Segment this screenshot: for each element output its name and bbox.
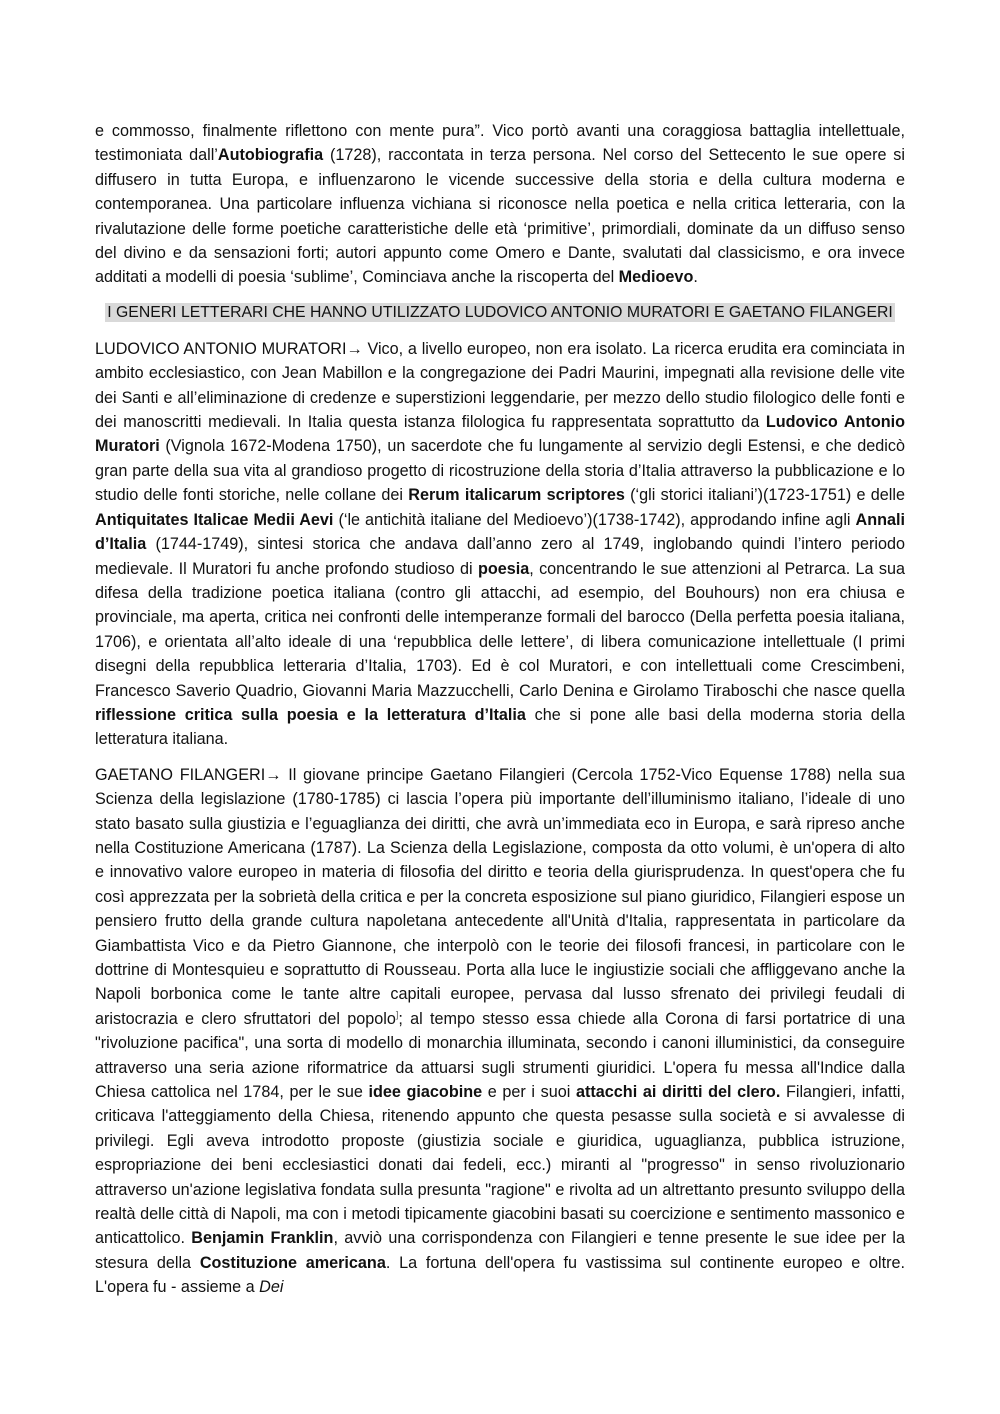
paragraph-muratori bbox=[95, 337, 905, 752]
text-run: , avviò una corrispondenza con Filangieri e tenne presente le sue idee per la stesura della bbox=[95, 1229, 905, 1272]
text-run: LUDOVICO ANTONIO MURATORI→ Vico, a livello europeo, non era isolato. La ricerca erudita era cominciata in ambito ecclesiastico, con Jean Mabillon e la congregazione dei Padri Maurini, impegnati alla revisione delle vite dei Santi e all’eliminazione di credenze e superstizioni leggendarie, per mezzo dello studio filologico delle fonti e dei manoscritti medievali. In Italia questa istanza filologica fu rappresentata soprattutto da bbox=[95, 339, 905, 432]
text-run: Filangieri, infatti, criticava l'atteggiamento della Chiesa, ritenendo appunto che questa pesasse sulla società e si avvalesse di privilegi. Egli aveva introdotto proposte (giustizia sociale e giuridica, uguaglianza, pubblica istruzione, espropriazione dei beni ecclesiastici donati dai fedeli, ecc.) miranti al "progresso" in senso rivoluzionario attraverso un'azione legislativa fondata sulla presunta "ragione" e rivolta ad un altrettanto presunto sviluppo della realtà delle città di Napoli, ma con i metodi tipicamente giacobini basati su coercizione e sentimento massonico e anticattolico. bbox=[95, 1083, 905, 1248]
section-heading-wrap bbox=[95, 301, 905, 325]
text-run: (1744-1749), sintesi storica che andava dall’anno zero al 1749, inglobando quindi l’intero periodo medievale. Il Muratori fu anche profondo studioso di bbox=[95, 535, 905, 578]
bold-term: attacchi ai diritti del clero. bbox=[576, 1083, 781, 1102]
text-run: (Vignola 1672-Modena 1750), un sacerdote che fu lungamente al servizio degli Estensi, e che dedicò gran parte della sua vita al grandioso progetto di ricostruzione della storia d’Italia attraverso la pubblicazione e lo studio delle fonti storiche, nelle collane dei bbox=[95, 437, 905, 505]
section-heading: I GENERI LETTERARI CHE HANNO UTILIZZATO LUDOVICO ANTONIO MURATORI E GAETANO FILANGERI bbox=[107, 303, 893, 321]
text-run: , concentrando le sue attenzioni al Petrarca. La sua difesa della tradizione poetica italiana (contro gli attacchi, ad esempio, del Bouhours) non era chiusa e provinciale, ma aperta, critica nei confronti delle intemperanze formali del barocco (Della perfetta poesia italiana, 1706), e orientata all’alto ideale di una ‘repubblica delle lettere’, di libera comunicazione intellettuale (I primi disegni della repubblica letteraria d’Italia, 1703). Ed è col Muratori, e con intellettuali come Crescimbeni, Francesco Saverio Quadrio, Giovanni Maria Mazzucchelli, Carlo Denina e Girolamo Tiraboschi che nasce quella bbox=[95, 559, 905, 700]
italic-term: Dei bbox=[259, 1278, 284, 1297]
bold-term: Autobiografia bbox=[217, 146, 324, 165]
text-run: GAETANO FILANGERI→ Il giovane principe Gaetano Filangieri (Cercola 1752-Vico Equense 1788) nella sua Scienza della legislazione (1780-1785) ci lascia l’opera più importante dell’illuminismo italiano, l’ideale di uno stato basato sulla giustizia e l’eguaglianza dei diritti, che avrà un’immediata eco in Europa, e sarà ripreso anche nella Costituzione Americana (1787). La Scienza della Legislazione, composta da otto volumi, è un'opera di alto e innovativo valore europeo in materia di filosofia del diritto e teoria della giurisprudenza. In quest'opera che fu così apprezzata per la sobrietà della critica e per la concreta esposizione sul piano giuridico, Filangieri espose un pensiero frutto della grande cultura napoletana antecedente all'Unità d'Italia, rappresentata in particolare da Giambattista Vico e da Pietro Giannone, che interpolò con le teorie dei filosofi francesi, in particolare con le dottrine di Montesquieu e soprattutto di Rousseau. Porta alla luce le ingiustizie sociali che affliggevano anche la Napoli borbonica come le tante altre capitali europee, pervasa dal lusso sfrenato dei privilegi feudali di aristocrazia e clero sfruttatori del popolo bbox=[95, 765, 905, 1028]
bold-term: Benjamin Franklin bbox=[191, 1229, 334, 1248]
text-run: . bbox=[693, 268, 698, 287]
text-run: e commosso, finalmente riflettono con mente pura”. Vico portò avanti una coraggiosa battaglia intellettuale, testimoniata dall’ bbox=[95, 122, 905, 165]
text-run: (‘gli storici italiani’)(1723-1751) e delle bbox=[624, 486, 906, 505]
bold-term: Medioevo bbox=[618, 268, 694, 287]
footnote-marker[interactable]: ] bbox=[395, 1009, 399, 1020]
text-run: (‘le antichità italiane del Medioevo’)(1738-1742), approdando infine agli bbox=[333, 510, 856, 529]
bold-term: Annali d’Italia bbox=[95, 510, 905, 554]
bold-term: idee giacobine bbox=[368, 1083, 483, 1102]
bold-term: Rerum italicarum scriptores bbox=[408, 486, 625, 505]
paragraph-filangeri bbox=[95, 763, 905, 1300]
bold-term: Costituzione americana bbox=[199, 1253, 386, 1272]
text-run: ; al tempo stesso essa chiede alla Corona di farsi portatrice di una "rivoluzione pacifica", una sorta di modello di monarchia illuminata, secondo i canoni illuministici, da conseguire attraverso una seria azione riformatrice da attuarsi sugli strumenti giuridici. L'opera fu messa all'Indice dalla Chiesa cattolica nel 1784, per le sue bbox=[95, 1009, 905, 1102]
bold-term: Antiquitates Italicae Medii Aevi bbox=[95, 510, 334, 529]
bold-term: riflessione critica sulla poesia e la letteratura d’Italia bbox=[95, 705, 526, 724]
bold-term: poesia bbox=[477, 559, 530, 578]
text-run: (1728), raccontata in terza persona. Nel corso del Settecento le sue opere si diffusero in tutta Europa, e influenzarono le vicende successive della storia e della cultura moderna e contemporanea. Una particolare influenza vichiana si riconosce nella poetica e nella critica letteraria, con la rivalutazione delle forme poetiche caratteristiche delle età ‘primitive’, primordiali, dominate da un diffuso senso del divino e da sensazioni forti; autori appunto come Omero e Dante, svalutati dal classicismo, e ora invece additati a modelli di poesia ‘sublime’, Cominciava anche la riscoperta del bbox=[95, 146, 905, 287]
text-run: e per i suoi bbox=[482, 1083, 577, 1102]
bold-term: Ludovico Antonio Muratori bbox=[95, 413, 905, 456]
text-run: che si pone alle basi della moderna storia della letteratura italiana. bbox=[95, 705, 905, 749]
text-run: . La fortuna dell'opera fu vastissima sul continente europeo e oltre. L'opera fu - assieme a bbox=[95, 1253, 905, 1297]
paragraph-vico bbox=[95, 119, 905, 290]
